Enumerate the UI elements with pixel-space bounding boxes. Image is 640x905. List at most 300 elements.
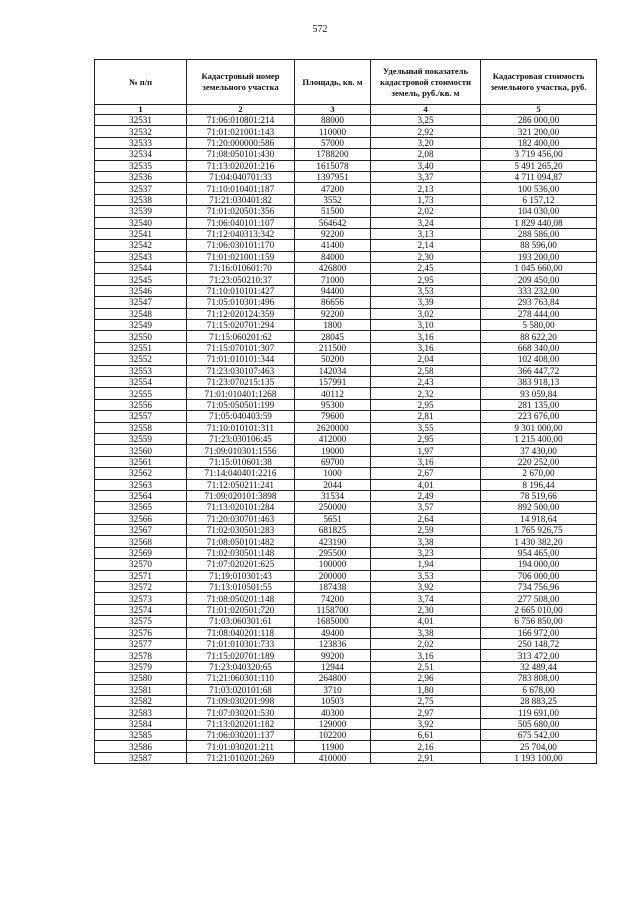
cadastral-id-cell: 71:08:050101:482 (187, 536, 295, 547)
unit-value-cell: 3,92 (371, 582, 481, 593)
area-cell: 31534 (295, 490, 371, 501)
row-number-cell: 32565 (95, 502, 187, 513)
cadastral-id-cell: 71:01:030201:211 (187, 741, 295, 752)
area-cell: 110000 (295, 126, 371, 137)
area-cell: 564642 (295, 217, 371, 228)
area-cell: 100000 (295, 559, 371, 570)
cadastral-id-cell: 71:23:030107:463 (187, 365, 295, 376)
row-number-cell: 32566 (95, 513, 187, 524)
row-number-cell: 32544 (95, 263, 187, 274)
cadastral-id-cell: 71:10:010101:311 (187, 422, 295, 433)
table-row (95, 263, 597, 274)
cadastral-id-cell: 71:23:070215:135 (187, 376, 295, 387)
table-row (95, 707, 597, 718)
cadastral-id-cell: 71:12:050211:241 (187, 479, 295, 490)
cadastral-cost-cell: 1 430 382,20 (481, 536, 597, 547)
table-row (95, 661, 597, 672)
unit-value-cell: 1,97 (371, 445, 481, 456)
header-area: Площадь, кв. м (295, 60, 371, 105)
cadastral-id-cell: 71:01:010401:1268 (187, 388, 295, 399)
table-row (95, 194, 597, 205)
area-cell: 10503 (295, 695, 371, 706)
row-number-cell: 32545 (95, 274, 187, 285)
row-number-cell: 32580 (95, 673, 187, 684)
row-number-cell: 32560 (95, 445, 187, 456)
area-cell: 71000 (295, 274, 371, 285)
table-row (95, 752, 597, 763)
unit-value-cell: 2,92 (371, 126, 481, 137)
cadastral-id-cell: 71:12:020124:359 (187, 308, 295, 319)
row-number-cell: 32552 (95, 354, 187, 365)
cadastral-id-cell: 71:15:010601:38 (187, 456, 295, 467)
cadastral-cost-cell: 278 444,00 (481, 308, 597, 319)
table-row (95, 126, 597, 137)
page-number: 572 (312, 24, 328, 35)
header-unit-value: Удельный показатель кадастровой стоимости земель, руб./кв. м (371, 60, 481, 105)
table-row (95, 206, 597, 217)
header-row (95, 60, 597, 105)
table-row (95, 650, 597, 661)
table-row (95, 456, 597, 467)
area-cell: 19000 (295, 445, 371, 456)
header-number: № п/п (95, 60, 187, 105)
cadastral-id-cell: 71:20:000000:586 (187, 137, 295, 148)
table-row (95, 502, 597, 513)
cadastral-id-cell: 71:21:010201:269 (187, 752, 295, 763)
cadastral-id-cell: 71:03:020101:68 (187, 684, 295, 695)
area-cell: 28045 (295, 331, 371, 342)
table-row (95, 547, 597, 558)
unit-value-cell: 3,20 (371, 137, 481, 148)
unit-value-cell: 3,16 (371, 331, 481, 342)
unit-value-cell: 2,51 (371, 661, 481, 672)
table-row (95, 490, 597, 501)
table-row (95, 217, 597, 228)
unit-value-cell: 3,38 (371, 536, 481, 547)
table-row (95, 559, 597, 570)
cadastral-cost-cell: 3 719 456,00 (481, 149, 597, 160)
unit-value-cell: 3,57 (371, 502, 481, 513)
unit-value-cell: 1,80 (371, 684, 481, 695)
row-number-cell: 32562 (95, 468, 187, 479)
table-row (95, 616, 597, 627)
unit-value-cell: 6,61 (371, 730, 481, 741)
unit-value-cell: 3,37 (371, 171, 481, 182)
cadastral-cost-cell: 1 045 660,00 (481, 263, 597, 274)
cadastral-id-cell: 71:05:040403:59 (187, 411, 295, 422)
cadastral-cost-cell: 1 215 400,00 (481, 433, 597, 444)
cadastral-id-cell: 71:21:030401:82 (187, 194, 295, 205)
area-cell: 94400 (295, 285, 371, 296)
header-cadastral-cost: Кадастровая стоимость земельного участка, руб. (481, 60, 597, 105)
cadastral-cost-cell: 8 196,44 (481, 479, 597, 490)
unit-value-cell: 1,73 (371, 194, 481, 205)
header-cadastral-id: Кадастровый номер земельного участка (187, 60, 295, 105)
row-number-cell: 32539 (95, 206, 187, 217)
area-cell: 102200 (295, 730, 371, 741)
area-cell: 2044 (295, 479, 371, 490)
table-row (95, 388, 597, 399)
unit-value-cell: 3,25 (371, 115, 481, 126)
table-row (95, 160, 597, 171)
table-row (95, 251, 597, 262)
table-row (95, 376, 597, 387)
area-cell: 47200 (295, 183, 371, 194)
cadastral-id-cell: 71:23:050210:37 (187, 274, 295, 285)
table-row (95, 536, 597, 547)
row-number-cell: 32558 (95, 422, 187, 433)
unit-value-cell: 2,13 (371, 183, 481, 194)
row-number-cell: 32532 (95, 126, 187, 137)
unit-value-cell: 2,04 (371, 354, 481, 365)
row-number-cell: 32579 (95, 661, 187, 672)
cadastral-id-cell: 71:01:020501:356 (187, 206, 295, 217)
cadastral-cost-cell: 166 972,00 (481, 627, 597, 638)
table-row (95, 718, 597, 729)
cadastral-value-table (94, 59, 597, 764)
unit-value-cell: 2,02 (371, 206, 481, 217)
table-row (95, 604, 597, 615)
column-index: 1 (95, 105, 187, 115)
unit-value-cell: 2,64 (371, 513, 481, 524)
cadastral-cost-cell: 119 691,00 (481, 707, 597, 718)
row-number-cell: 32568 (95, 536, 187, 547)
cadastral-id-cell: 71:07:030201:530 (187, 707, 295, 718)
unit-value-cell: 2,45 (371, 263, 481, 274)
unit-value-cell: 2,97 (371, 707, 481, 718)
area-cell: 410000 (295, 752, 371, 763)
cadastral-cost-cell: 93 059,84 (481, 388, 597, 399)
area-cell: 40300 (295, 707, 371, 718)
row-number-cell: 32586 (95, 741, 187, 752)
unit-value-cell: 3,74 (371, 593, 481, 604)
row-number-cell: 32576 (95, 627, 187, 638)
cadastral-cost-cell: 250 148,72 (481, 638, 597, 649)
cadastral-cost-cell: 281 135,00 (481, 399, 597, 410)
cadastral-cost-cell: 321 200,00 (481, 126, 597, 137)
cadastral-cost-cell: 220 252,00 (481, 456, 597, 467)
unit-value-cell: 3,16 (371, 342, 481, 353)
row-number-cell: 32542 (95, 240, 187, 251)
cadastral-cost-cell: 88 596,00 (481, 240, 597, 251)
area-cell: 250000 (295, 502, 371, 513)
row-number-cell: 32534 (95, 149, 187, 160)
unit-value-cell: 3,92 (371, 718, 481, 729)
cadastral-id-cell: 71:10:010401:187 (187, 183, 295, 194)
area-cell: 49400 (295, 627, 371, 638)
unit-value-cell: 2,30 (371, 604, 481, 615)
area-cell: 157991 (295, 376, 371, 387)
cadastral-cost-cell: 954 465,00 (481, 547, 597, 558)
unit-value-cell: 2,43 (371, 376, 481, 387)
row-number-cell: 32535 (95, 160, 187, 171)
cadastral-id-cell: 71:08:040201:118 (187, 627, 295, 638)
table-row (95, 331, 597, 342)
cadastral-cost-cell: 194 000,00 (481, 559, 597, 570)
cadastral-id-cell: 71:06:030101:170 (187, 240, 295, 251)
table-row (95, 673, 597, 684)
cadastral-cost-cell: 5 491 265,20 (481, 160, 597, 171)
unit-value-cell: 3,55 (371, 422, 481, 433)
unit-value-cell: 3,53 (371, 285, 481, 296)
cadastral-id-cell: 71:13:020201:216 (187, 160, 295, 171)
area-cell: 1685000 (295, 616, 371, 627)
area-cell: 40112 (295, 388, 371, 399)
cadastral-id-cell: 71:05:050501:199 (187, 399, 295, 410)
cadastral-id-cell: 71:16:010601:70 (187, 263, 295, 274)
table-row (95, 228, 597, 239)
unit-value-cell: 3,13 (371, 228, 481, 239)
unit-value-cell: 3,16 (371, 650, 481, 661)
cadastral-cost-cell: 6 678,00 (481, 684, 597, 695)
area-cell: 211500 (295, 342, 371, 353)
table-row (95, 684, 597, 695)
unit-value-cell: 3,23 (371, 547, 481, 558)
area-cell: 74200 (295, 593, 371, 604)
row-number-cell: 32540 (95, 217, 187, 228)
unit-value-cell: 2,14 (371, 240, 481, 251)
area-cell: 84000 (295, 251, 371, 262)
cadastral-cost-cell: 6 756 850,00 (481, 616, 597, 627)
cadastral-cost-cell: 9 301 000,00 (481, 422, 597, 433)
unit-value-cell: 3,24 (371, 217, 481, 228)
area-cell: 57000 (295, 137, 371, 148)
area-cell: 51500 (295, 206, 371, 217)
row-number-cell: 32559 (95, 433, 187, 444)
cadastral-id-cell: 71:14:040401:2216 (187, 468, 295, 479)
row-number-cell: 32561 (95, 456, 187, 467)
area-cell: 12944 (295, 661, 371, 672)
cadastral-cost-cell: 288 586,00 (481, 228, 597, 239)
unit-value-cell: 2,75 (371, 695, 481, 706)
area-cell: 681825 (295, 525, 371, 536)
area-cell: 5651 (295, 513, 371, 524)
area-cell: 1158700 (295, 604, 371, 615)
cadastral-cost-cell: 102 408,00 (481, 354, 597, 365)
cadastral-id-cell: 71:10:010101:427 (187, 285, 295, 296)
cadastral-id-cell: 71:07:020201:625 (187, 559, 295, 570)
row-number-cell: 32549 (95, 320, 187, 331)
area-cell: 295500 (295, 547, 371, 558)
unit-value-cell: 2,59 (371, 525, 481, 536)
cadastral-id-cell: 71:06:030201:137 (187, 730, 295, 741)
cadastral-cost-cell: 25 704,00 (481, 741, 597, 752)
unit-value-cell: 2,30 (371, 251, 481, 262)
unit-value-cell: 2,81 (371, 411, 481, 422)
area-cell: 1000 (295, 468, 371, 479)
unit-value-cell: 3,10 (371, 320, 481, 331)
table-row (95, 171, 597, 182)
table-row (95, 627, 597, 638)
area-cell: 88000 (295, 115, 371, 126)
row-number-cell: 32578 (95, 650, 187, 661)
column-index-row (95, 105, 597, 115)
cadastral-cost-cell: 333 232,00 (481, 285, 597, 296)
row-number-cell: 32557 (95, 411, 187, 422)
unit-value-cell: 2,49 (371, 490, 481, 501)
cadastral-id-cell: 71:12:040313:342 (187, 228, 295, 239)
row-number-cell: 32546 (95, 285, 187, 296)
table-row (95, 638, 597, 649)
area-cell: 3710 (295, 684, 371, 695)
cadastral-cost-cell: 104 030,00 (481, 206, 597, 217)
area-cell: 264800 (295, 673, 371, 684)
cadastral-id-cell: 71:09:010301:1556 (187, 445, 295, 456)
table-row (95, 695, 597, 706)
unit-value-cell: 2,96 (371, 673, 481, 684)
unit-value-cell: 2,91 (371, 752, 481, 763)
column-index: 4 (371, 105, 481, 115)
row-number-cell: 32584 (95, 718, 187, 729)
row-number-cell: 32573 (95, 593, 187, 604)
cadastral-id-cell: 71:23:030106:45 (187, 433, 295, 444)
table-row (95, 308, 597, 319)
cadastral-cost-cell: 675 542,00 (481, 730, 597, 741)
cadastral-cost-cell: 5 580,00 (481, 320, 597, 331)
cadastral-cost-cell: 14 918,64 (481, 513, 597, 524)
cadastral-id-cell: 71:09:020101:3898 (187, 490, 295, 501)
unit-value-cell: 2,95 (371, 274, 481, 285)
cadastral-cost-cell: 32 489,44 (481, 661, 597, 672)
cadastral-cost-cell: 783 808,00 (481, 673, 597, 684)
unit-value-cell: 3,53 (371, 570, 481, 581)
row-number-cell: 32581 (95, 684, 187, 695)
cadastral-id-cell: 71:23:040320:65 (187, 661, 295, 672)
cadastral-cost-cell: 100 536,00 (481, 183, 597, 194)
cadastral-cost-cell: 1 193 100,00 (481, 752, 597, 763)
table-row (95, 582, 597, 593)
unit-value-cell: 1,94 (371, 559, 481, 570)
column-index: 2 (187, 105, 295, 115)
cadastral-id-cell: 71:15:070101:307 (187, 342, 295, 353)
table-row (95, 365, 597, 376)
cadastral-id-cell: 71:03:060301:61 (187, 616, 295, 627)
cadastral-cost-cell: 1 829 440,08 (481, 217, 597, 228)
cadastral-cost-cell: 2 665 010,00 (481, 604, 597, 615)
table-row (95, 468, 597, 479)
unit-value-cell: 2,95 (371, 433, 481, 444)
row-number-cell: 32536 (95, 171, 187, 182)
unit-value-cell: 4,01 (371, 479, 481, 490)
cadastral-cost-cell: 734 756,96 (481, 582, 597, 593)
table-row (95, 422, 597, 433)
cadastral-cost-cell: 505 680,00 (481, 718, 597, 729)
row-number-cell: 32575 (95, 616, 187, 627)
table-row (95, 741, 597, 752)
cadastral-cost-cell: 313 472,00 (481, 650, 597, 661)
row-number-cell: 32550 (95, 331, 187, 342)
cadastral-id-cell: 71:13:020101:284 (187, 502, 295, 513)
row-number-cell: 32538 (95, 194, 187, 205)
area-cell: 423190 (295, 536, 371, 547)
cadastral-cost-cell: 209 450,00 (481, 274, 597, 285)
row-number-cell: 32577 (95, 638, 187, 649)
table-row (95, 240, 597, 251)
cadastral-id-cell: 71:08:050101:430 (187, 149, 295, 160)
column-index: 3 (295, 105, 371, 115)
cadastral-cost-cell: 277 508,00 (481, 593, 597, 604)
cadastral-id-cell: 71:09:030201:998 (187, 695, 295, 706)
cadastral-id-cell: 71:19:010301:43 (187, 570, 295, 581)
cadastral-id-cell: 71:01:010101:344 (187, 354, 295, 365)
cadastral-cost-cell: 2 670,00 (481, 468, 597, 479)
unit-value-cell: 3,38 (371, 627, 481, 638)
table-row (95, 593, 597, 604)
cadastral-id-cell: 71:20:030701:463 (187, 513, 295, 524)
unit-value-cell: 3,40 (371, 160, 481, 171)
unit-value-cell: 3,16 (371, 456, 481, 467)
table-row (95, 433, 597, 444)
cadastral-cost-cell: 6 157,12 (481, 194, 597, 205)
cadastral-id-cell: 71:01:020501:720 (187, 604, 295, 615)
unit-value-cell: 2,58 (371, 365, 481, 376)
row-number-cell: 32564 (95, 490, 187, 501)
table-row (95, 297, 597, 308)
area-cell: 11900 (295, 741, 371, 752)
row-number-cell: 32537 (95, 183, 187, 194)
unit-value-cell: 2,32 (371, 388, 481, 399)
row-number-cell: 32574 (95, 604, 187, 615)
cadastral-id-cell: 71:15:020701:189 (187, 650, 295, 661)
unit-value-cell: 2,95 (371, 399, 481, 410)
unit-value-cell: 2,02 (371, 638, 481, 649)
cadastral-cost-cell: 28 883,25 (481, 695, 597, 706)
row-number-cell: 32555 (95, 388, 187, 399)
cadastral-cost-cell: 37 430,00 (481, 445, 597, 456)
cadastral-id-cell: 71:13:010501:55 (187, 582, 295, 593)
cadastral-id-cell: 71:21:060301:110 (187, 673, 295, 684)
area-cell: 92200 (295, 308, 371, 319)
cadastral-id-cell: 71:04:040701:33 (187, 171, 295, 182)
area-cell: 69700 (295, 456, 371, 467)
table-row (95, 479, 597, 490)
area-cell: 50200 (295, 354, 371, 365)
cadastral-id-cell: 71:01:010301:733 (187, 638, 295, 649)
table-row (95, 525, 597, 536)
row-number-cell: 32556 (95, 399, 187, 410)
cadastral-cost-cell: 892 500,00 (481, 502, 597, 513)
table-row (95, 570, 597, 581)
area-cell: 3552 (295, 194, 371, 205)
area-cell: 86656 (295, 297, 371, 308)
cadastral-id-cell: 71:15:020701:294 (187, 320, 295, 331)
row-number-cell: 32531 (95, 115, 187, 126)
unit-value-cell: 3,02 (371, 308, 481, 319)
cadastral-cost-cell: 293 763,84 (481, 297, 597, 308)
cadastral-cost-cell: 78 519,66 (481, 490, 597, 501)
cadastral-id-cell: 71:02:030501:148 (187, 547, 295, 558)
table-row (95, 342, 597, 353)
area-cell: 129000 (295, 718, 371, 729)
row-number-cell: 32572 (95, 582, 187, 593)
area-cell: 187438 (295, 582, 371, 593)
cadastral-id-cell: 71:06:040101:107 (187, 217, 295, 228)
cadastral-id-cell: 71:01:021001:143 (187, 126, 295, 137)
table-row (95, 115, 597, 126)
area-cell: 79600 (295, 411, 371, 422)
cadastral-cost-cell: 88 622,20 (481, 331, 597, 342)
table-row (95, 354, 597, 365)
cadastral-cost-cell: 1 765 926,75 (481, 525, 597, 536)
row-number-cell: 32569 (95, 547, 187, 558)
row-number-cell: 32554 (95, 376, 187, 387)
cadastral-cost-cell: 383 918,13 (481, 376, 597, 387)
table-row (95, 445, 597, 456)
row-number-cell: 32543 (95, 251, 187, 262)
row-number-cell: 32548 (95, 308, 187, 319)
cadastral-id-cell: 71:15:060201:62 (187, 331, 295, 342)
row-number-cell: 32571 (95, 570, 187, 581)
